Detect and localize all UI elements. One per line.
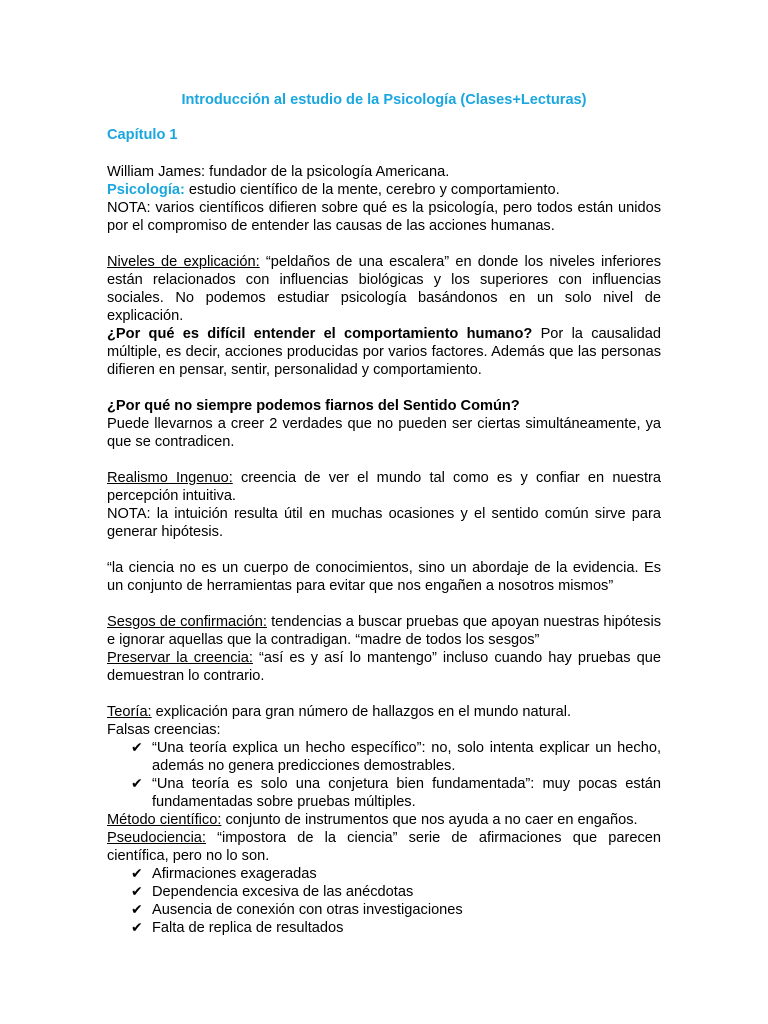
preservar-term: Preservar la creencia:	[107, 650, 253, 666]
paragraph-pseudociencia	[107, 829, 661, 865]
check-icon: ✔	[131, 884, 143, 900]
pseudociencia-definition: “impostora de la ciencia” serie de afirmaciones que parecen científica, pero no lo son.	[107, 830, 661, 864]
check-icon: ✔	[131, 866, 143, 882]
list-item-text: Ausencia de conexión con otras investigaciones	[152, 902, 463, 918]
list-item-text: Afirmaciones exageradas	[152, 866, 317, 882]
paragraph-psicologia	[107, 181, 661, 199]
metodo-term: Método científico:	[107, 812, 222, 828]
list-item	[131, 883, 661, 901]
paragraph-preservar	[107, 649, 661, 685]
realismo-definition: creencia de ver el mundo tal como es y confiar en nuestra percepción intuitiva.	[107, 470, 661, 504]
document-body	[107, 91, 661, 937]
niveles-term: Niveles de explicación:	[107, 254, 260, 270]
paragraph-metodo	[107, 811, 661, 829]
check-icon: ✔	[131, 920, 143, 936]
sesgos-definition: tendencias a buscar pruebas que apoyan nuestras hipótesis e ignorar aquellas que la contradigan. “madre de todos los sesgos”	[107, 614, 661, 648]
list-item	[131, 919, 661, 937]
answer-dificil: Por la causalidad múltiple, es decir, acciones producidas por varios factores. Además que las personas difieren en pensar, sentir, personalidad y comportamiento.	[107, 326, 661, 378]
heading-sentido-comun: ¿Por qué no siempre podemos fiarnos del Sentido Común?	[107, 398, 520, 414]
paragraph-sesgos	[107, 613, 661, 649]
list-item	[131, 901, 661, 919]
metodo-definition: conjunto de instrumentos que nos ayuda a no caer en engaños.	[221, 812, 638, 828]
teoria-definition: explicación para gran número de hallazgos en el mundo natural.	[151, 704, 572, 720]
paragraph-niveles	[107, 253, 661, 325]
preservar-definition: “así es y así lo mantengo” incluso cuando hay pruebas que demuestran lo contrario.	[107, 650, 661, 684]
check-icon: ✔	[131, 902, 143, 918]
sesgos-term: Sesgos de confirmación:	[107, 614, 267, 630]
check-icon: ✔	[131, 776, 143, 792]
list-item	[131, 739, 661, 775]
niveles-definition: “peldaños de una escalera” en donde los niveles inferiores están relacionados con influencias biológicas y los superiores con influencias sociales. No podemos estudiar psicología basándonos en un solo nivel de explicación.	[107, 254, 661, 324]
psicologia-definition: estudio científico de la mente, cerebro y comportamiento.	[184, 182, 560, 198]
realismo-term: Realismo Ingenuo:	[107, 470, 233, 486]
list-item	[131, 865, 661, 883]
psicologia-term: Psicología:	[107, 182, 185, 198]
william-james-text: William James: fundador de la psicología Americana.	[107, 164, 450, 180]
question-dificil: ¿Por qué es difícil entender el comportamiento humano?	[107, 326, 533, 342]
paragraph-quote: “la ciencia no es un cuerpo de conocimientos, sino un abordaje de la evidencia. Es un conjunto de herramientas para evitar que nos engañen a nosotros mismos”	[107, 560, 661, 594]
falsas-creencias-label: Falsas creencias:	[107, 722, 221, 738]
paragraph-william-james	[107, 163, 661, 181]
paragraph-por-que-dificil	[107, 325, 661, 379]
teoria-term: Teoría:	[107, 704, 152, 720]
list-item-text: “Una teoría explica un hecho específico”: no, solo intenta explicar un hecho, además no genera predicciones demostrables.	[152, 740, 661, 774]
document-title: Introducción al estudio de la Psicología (Clases+Lecturas)	[181, 92, 587, 108]
check-icon: ✔	[131, 740, 143, 756]
list-item	[131, 775, 661, 811]
list-item-text: “Una teoría es solo una conjetura bien fundamentada”: muy pocas están fundamentadas sobre pruebas múltiples.	[152, 776, 661, 810]
paragraph-nota-1: NOTA: varios científicos difieren sobre qué es la psicología, pero todos están unidos por el compromiso de entender las causas de las acciones humanas.	[107, 200, 661, 234]
list-item-text: Dependencia excesiva de las anécdotas	[152, 884, 414, 900]
chapter-heading: Capítulo 1	[107, 127, 178, 143]
pseudociencia-term: Pseudociencia:	[107, 830, 206, 846]
pseudociencia-list	[107, 865, 661, 937]
paragraph-nota-2: NOTA: la intuición resulta útil en muchas ocasiones y el sentido común sirve para generar hipótesis.	[107, 506, 661, 540]
list-item-text: Falta de replica de resultados	[152, 920, 344, 936]
paragraph-teoria	[107, 703, 661, 721]
paragraph-realismo	[107, 469, 661, 505]
paragraph-sentido-comun: Puede llevarnos a creer 2 verdades que no pueden ser ciertas simultáneamente, ya que se contradicen.	[107, 416, 661, 450]
falsas-creencias-list	[107, 739, 661, 811]
